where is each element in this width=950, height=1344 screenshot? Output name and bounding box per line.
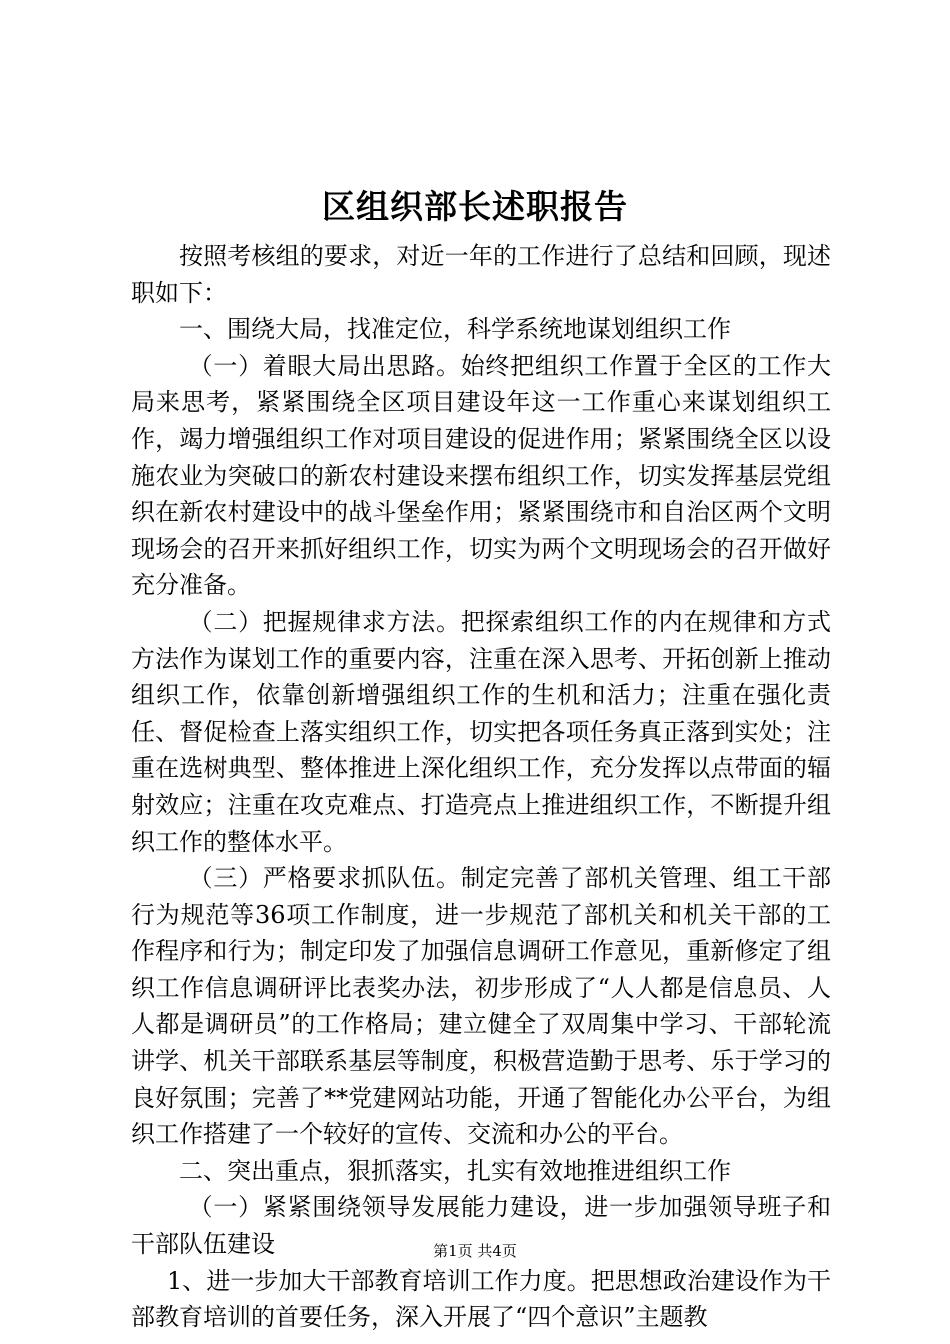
section-heading-2: 二、突出重点，狠抓落实，扎实有效地推进组织工作	[179, 1156, 731, 1185]
subsection-heading-2-1: （一）紧紧围绕领导发展能力建设，进一步加强领导班子和干部队伍建设	[131, 1193, 831, 1259]
subsection-paragraph-1-3: （三）严格要求抓队伍。制定完善了部机关管理、组工干部行为规范等36项工作制度，进一步规范了部机关和机关干部的工作程序和行为；制定印发了加强信息调研工作意见，重新修定了组织工作信息调研评比表奖办法，初步形成了“人人都是信息员、人人都是调研员”的工作格局；建立健全了双周集中学习、干部轮流讲学、机关干部联系基层等制度，积极营造勤于思考、乐于学习的良好氛围；完善了**党建网站功能，开通了智能化办公平台，为组织工作搭建了一个较好的宣传、交流和办公的平台。	[131, 864, 831, 1149]
subsection-paragraph-1-2: （二）把握规律求方法。把探索组织工作的内在规律和方式方法作为谋划工作的重要内容，注重在深入思考、开拓创新上推动组织工作，依靠创新增强组织工作的生机和活力；注重在强化责任、督促检查上落实组织工作，切实把各项任务真正落到实处；注重在选树典型、整体推进上深化组织工作，充分发挥以点带面的辐射效应；注重在攻克难点、打造亮点上推进组织工作，不断提升组织工作的整体水平。	[131, 607, 831, 856]
section-heading-1: 一、围绕大局，找准定位，科学系统地谋划组织工作	[179, 315, 731, 344]
document-title: 区组织部长述职报告	[322, 187, 628, 226]
item-paragraph-1: 1、进一步加大干部教育培训工作力度。把思想政治建设作为干部教育培训的首要任务，深入开展了“四个意识”主题教	[131, 1266, 831, 1332]
intro-paragraph: 按照考核组的要求，对近一年的工作进行了总结和回顾，现述职如下：	[131, 242, 831, 307]
document-body	[131, 238, 831, 1336]
subsection-paragraph-1-1: （一）着眼大局出思路。始终把组织工作置于全区的工作大局来思考，紧紧围绕全区项目建设年这一工作重心来谋划组织工作，竭力增强组织工作对项目建设的促进作用；紧紧围绕全区以设施农业为突破口的新农村建设来摆布组织工作，切实发挥基层党组织在新农村建设中的战斗堡垒作用；紧紧围绕市和自治区两个文明现场会的召开来抓好组织工作，切实为两个文明现场会的召开做好充分准备。	[131, 351, 831, 600]
page-footer: 第1页 共4页	[433, 1242, 517, 1260]
